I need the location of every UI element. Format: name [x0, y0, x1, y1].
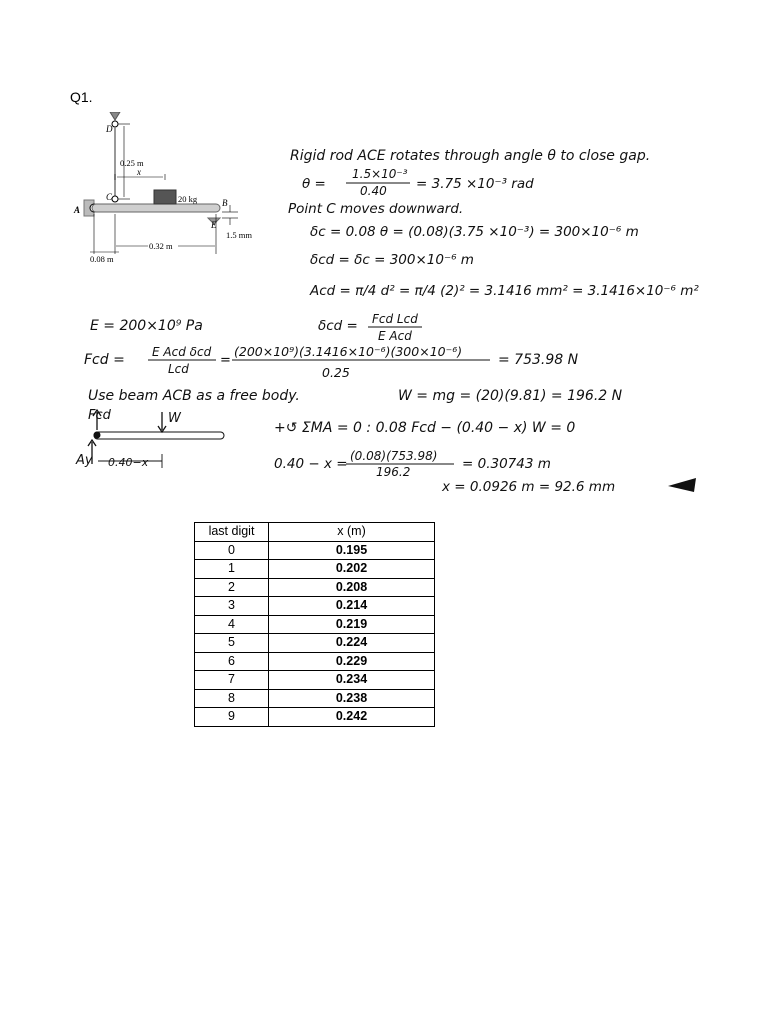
table-row — [195, 560, 435, 579]
header-last-digit: last digit — [195, 523, 269, 542]
results-table — [194, 522, 435, 727]
label-c: C — [106, 192, 113, 202]
fcd-lhs: Fcd = — [84, 352, 125, 368]
fcd-num1: E Acd δcd — [152, 345, 212, 359]
table-row — [195, 597, 435, 616]
w-eq: W = mg = (20)(9.81) = 196.2 N — [398, 388, 623, 404]
theta-den: 0.40 — [360, 184, 387, 198]
dcd-num: Fcd Lcd — [372, 312, 418, 326]
dcd-den: E Acd — [378, 329, 412, 343]
label-b: B — [222, 198, 228, 208]
x-lhs: 0.40 − x = — [274, 456, 348, 472]
label-e: E — [211, 220, 217, 230]
fbd-w: W — [168, 411, 181, 426]
solution-svg — [70, 112, 710, 502]
x-den: 196.2 — [376, 465, 411, 479]
solution-figure — [70, 112, 710, 502]
dim-032-label: 0.32 m — [149, 241, 173, 251]
fcd-eq-sign: = — [220, 353, 231, 368]
theta-num: 1.5×10⁻³ — [352, 167, 408, 181]
dcd-eq: δcd = δc = 300×10⁻⁶ m — [310, 252, 474, 268]
label-d: D — [106, 124, 113, 134]
mass-label: 20 kg — [178, 194, 198, 204]
table-row — [195, 578, 435, 597]
ceiling-support — [110, 112, 120, 120]
dcd-lhs: δcd = — [318, 318, 358, 334]
fbd-ay: Ay — [76, 453, 93, 468]
pointer-arrow-icon — [668, 478, 696, 492]
table-row — [195, 541, 435, 560]
digit-cell: 7 — [195, 671, 269, 690]
moment-eq: +↺ ΣMA = 0 : 0.08 Fcd − (0.40 − x) W = 0 — [274, 420, 576, 436]
digit-cell: 4 — [195, 615, 269, 634]
acd-eq: Acd = π/4 d² = π/4 (2)² = 3.1416 mm² = 3.1416×10⁻⁶ m² — [310, 283, 699, 299]
x-value-cell: 0.219 — [269, 615, 435, 634]
x-value-cell: 0.202 — [269, 560, 435, 579]
x-value-cell: 0.208 — [269, 578, 435, 597]
table-row — [195, 708, 435, 727]
fbd-dim: 0.40−x — [108, 456, 149, 469]
question-label: Q1. — [70, 89, 93, 105]
x-res1: = 0.30743 m — [462, 456, 551, 472]
theta-rhs: = 3.75 ×10⁻³ rad — [416, 176, 534, 192]
pin-c — [112, 196, 118, 202]
digit-cell: 3 — [195, 597, 269, 616]
x-dim-label: x — [137, 167, 141, 177]
fbd-fcd: Fcd — [88, 408, 111, 423]
x-value-cell: 0.229 — [269, 652, 435, 671]
table-header-row — [195, 523, 435, 542]
gap-label: 1.5 mm — [226, 230, 252, 240]
x-res2: x = 0.0926 m = 92.6 mm — [442, 479, 616, 495]
header-x: x (m) — [269, 523, 435, 542]
x-value-cell: 0.214 — [269, 597, 435, 616]
x-value-cell: 0.242 — [269, 708, 435, 727]
fcd-den2: 0.25 — [322, 365, 350, 380]
table-row — [195, 671, 435, 690]
x-value-cell: 0.238 — [269, 689, 435, 708]
sol-line3: Use beam ACB as a free body. — [88, 388, 300, 404]
digit-cell: 0 — [195, 541, 269, 560]
fcd-den1: Lcd — [168, 362, 189, 376]
sol-line1: Rigid rod ACE rotates through angle θ to close gap. — [290, 148, 651, 164]
digit-cell: 2 — [195, 578, 269, 597]
digit-cell: 1 — [195, 560, 269, 579]
table-row — [195, 652, 435, 671]
x-value-cell: 0.195 — [269, 541, 435, 560]
digit-cell: 5 — [195, 634, 269, 653]
table-row — [195, 615, 435, 634]
fcd-num2: (200×10⁹)(3.1416×10⁻⁶)(300×10⁻⁶) — [234, 344, 463, 359]
dc-eq: δc = 0.08 θ = (0.08)(3.75 ×10⁻³) = 300×10⁻⁶ m — [310, 224, 639, 240]
dim-008-label: 0.08 m — [90, 254, 114, 264]
mass-block — [154, 190, 176, 204]
digit-cell: 6 — [195, 652, 269, 671]
digit-cell: 9 — [195, 708, 269, 727]
pin-d — [112, 121, 118, 127]
x-num: (0.08)(753.98) — [350, 449, 438, 463]
table-row — [195, 634, 435, 653]
dim-025-label: 0.25 m — [120, 158, 144, 168]
x-value-cell: 0.224 — [269, 634, 435, 653]
digit-cell: 8 — [195, 689, 269, 708]
label-a: A — [74, 205, 81, 215]
fcd-res: = 753.98 N — [498, 352, 579, 368]
theta-lhs: θ = — [302, 176, 326, 192]
e-eq: E = 200×10⁹ Pa — [90, 318, 203, 334]
beam-acb — [92, 204, 220, 212]
sol-line2: Point C moves downward. — [288, 201, 464, 217]
problem-diagram — [73, 112, 252, 264]
x-value-cell: 0.234 — [269, 671, 435, 690]
table-row — [195, 689, 435, 708]
